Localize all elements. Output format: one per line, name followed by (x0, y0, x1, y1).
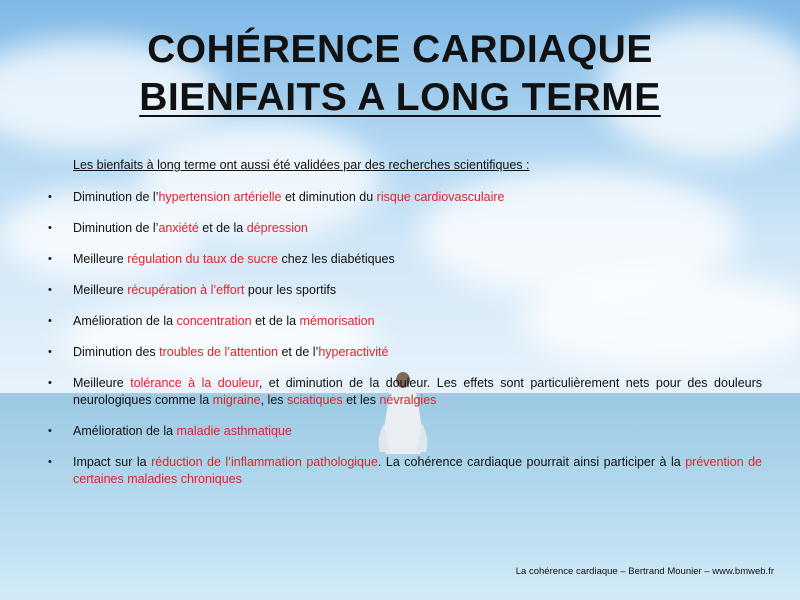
benefit-text: Amélioration de la (73, 314, 177, 328)
benefit-text: et de la (198, 221, 247, 235)
benefit-text: et diminution du (281, 190, 377, 204)
benefit-text: Impact sur la (73, 455, 152, 469)
footer-credit: La cohérence cardiaque – Bertrand Mounier – www.bmweb.fr (515, 566, 774, 577)
highlighted-term: hypertension artérielle (158, 190, 282, 204)
highlighted-term: prévention de certaines maladies chroniques (73, 455, 762, 486)
intro-text: Les bienfaits à long terme ont aussi été validées par des recherches scientifiques : (73, 158, 530, 172)
highlighted-term: réduction de l’inflammation pathologique (151, 455, 378, 469)
benefit-item (48, 313, 762, 330)
benefit-item (48, 375, 762, 409)
highlighted-term: récupération à l’effort (127, 283, 245, 297)
benefits-list (48, 189, 762, 488)
benefit-item (48, 344, 762, 361)
benefit-text: et de l’ (278, 345, 319, 359)
highlighted-term: migraine (212, 393, 261, 407)
highlighted-term: névralgies (379, 393, 437, 407)
highlighted-term: maladie asthmatique (176, 424, 292, 438)
benefit-text: Meilleure (73, 283, 128, 297)
benefit-text: Diminution de l’ (73, 190, 159, 204)
benefit-item (48, 282, 762, 299)
highlighted-term: concentration (176, 314, 252, 328)
title-line-1: COHÉRENCE CARDIAQUE (147, 28, 653, 71)
highlighted-term: risque cardiovasculaire (376, 190, 505, 204)
benefit-text: chez les diabétiques (277, 252, 395, 266)
benefit-text: , les (260, 393, 288, 407)
benefit-item (48, 423, 762, 440)
benefit-item (48, 454, 762, 488)
highlighted-term: hyperactivité (318, 345, 389, 359)
benefit-item (48, 251, 762, 268)
benefit-text: Amélioration de la (73, 424, 177, 438)
title-line-2: BIENFAITS A LONG TERME (139, 76, 661, 119)
benefit-item (48, 220, 762, 237)
highlighted-term: mémorisation (299, 314, 375, 328)
benefit-text: et les (342, 393, 380, 407)
benefit-item (48, 189, 762, 206)
benefit-text: , et diminution de la douleur. Les effets sont particulièrement nets pour des douleurs neurologiques comme la (73, 376, 763, 407)
benefit-text: pour les sportifs (244, 283, 337, 297)
benefit-text: Meilleure (73, 252, 128, 266)
highlighted-term: anxiété (158, 221, 199, 235)
highlighted-term: dépression (246, 221, 308, 235)
benefit-text: Meilleure (73, 376, 131, 390)
benefit-text: Diminution des (73, 345, 160, 359)
highlighted-term: troubles de l’attention (159, 345, 278, 359)
highlighted-term: sciatiques (287, 393, 343, 407)
benefit-text: . La cohérence cardiaque pourrait ainsi participer à la (377, 455, 686, 469)
page-title (0, 26, 800, 122)
highlighted-term: régulation du taux de sucre (127, 252, 278, 266)
highlighted-term: tolérance à la douleur (130, 376, 259, 390)
benefit-text: et de la (251, 314, 300, 328)
benefit-text: Diminution de l’ (73, 221, 159, 235)
